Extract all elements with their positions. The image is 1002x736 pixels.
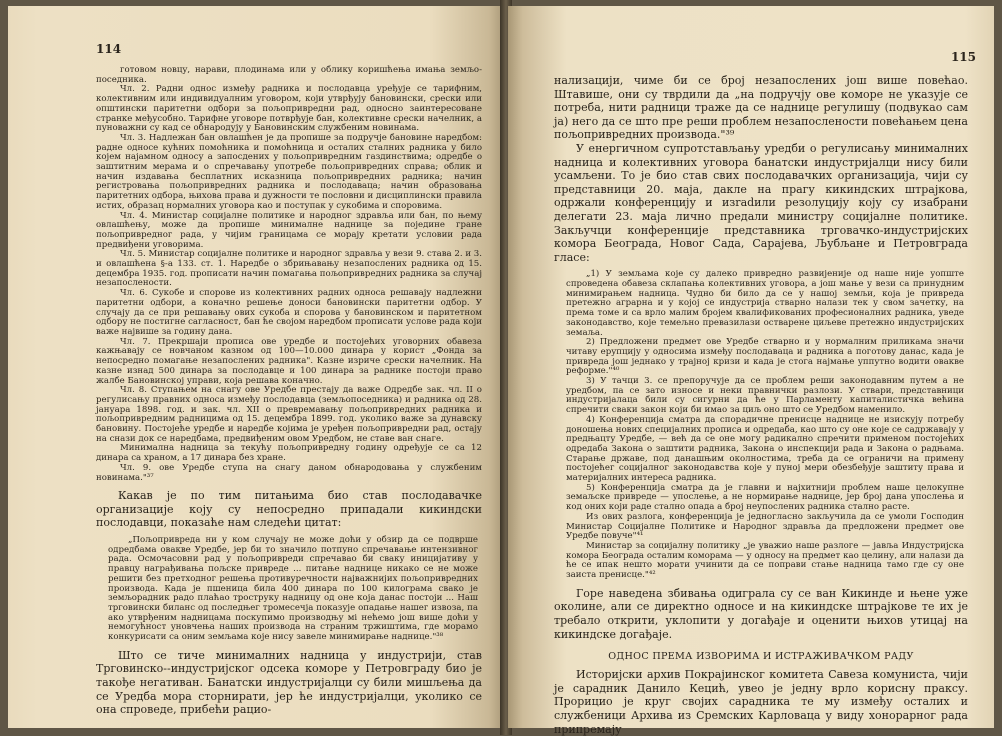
paragraph: Чл. 2. Радни однос између радника и послодавца уређује се тарифним, колективним или индивидуалним уговором, који утврђују бановински, срески или општински паритетни одбори за пољопривредни рад, односно заинтересоване странке међусобно. Тарифне уговоре потврђује бан, колективне срески начелник, а пуноважни су кад се обнародују у Бановинским службеним новинама. [96,84,482,134]
page-body-continued [554,668,968,736]
paragraph: 4) Конференција сматра да спорадичне пренисце наднице не изискују потребу доношења нових специјалних прописа и одредаба, као што су оне које се садржавају у предњацту Уредбе, — већ да се оне могу радикално спречити применом постојећих одредаба Закона о заштити радника, Закона о инспекцији рада и Закона о радњама. Старање државе, под данашњим околностима, треба да се ограничи на примену постојећег социјалног законодавства које у пуној мери обезбеђује заштиту права и материјалних интереса радника. [566,414,964,484]
paragraph: Што се тиче минималних надница у индустрији, став Трговинско--индустријског одсека коморе у Петровграду био је такође негативан. Банатски индустријалци су били мишљења да се Уредба мора сторнирати, јер ће индустријалци, уколико се она спроведе, прибећи рацио- [96,648,482,717]
page-body [96,66,482,717]
paragraph: Чл. 3. Надлежан бан овлашћен је да пропише за подручје бановине наредбом: радне односе кућних помоћника и помоћница и осталих сталних радника у било којем најамном односу а запосдених у пољопривредним газдинствима; одредбе о заштитним мерама и о спречавању употребе пољопривредних справа; облик и начин издавања бесплатних исказница пољопривредних радника; начин регистровања пољопривредних радника и послодаваца; начин образовања паритетних одбора, њихова права и дужности те пословни и дисциплински правила истих, образац нормалних уговора као и поступак у сукобима и споровима. [96,132,482,211]
paragraph: Горе наведена збивања одиграла су се ван Кикинде и њене уже околине, али се директно односе и на кикиндске штрајкове те их је требало открити, уклопити у догађаје и оценити њихов утицај на кикиндске догађаје. [554,586,968,641]
page-left [8,6,504,728]
paragraph: Чл. 8. Ступањем на снагу ове Уредбе престају да важе Одредбе зак. чл. II о регулисању правних односа између послодавца (земљопоседника) и радника од 28. јануара 1898. год. и зак. чл. XII о превремавању пољопривредних радника и пољопривредним радницима од 15. децембра 1899. год. уколико важе за дунавску бановину. Постојеће уредбе и наредбе којима је уређен пољопривредни рад, остају на снази док се наредбама, предвиђеним овом Уредбом, не ставе ван снаге. [96,385,482,444]
paragraph: Чл. 7. Прекршаји прописа ове уредбе и постојећих уговорних обавеза кажњавају се новчаном казном од 100—10.000 динара у корист „Фонда за непосредно помагање незапослених радника". Казне изриче срески начелник. На казне изнад 500 динара за послодавце и 100 динара за раднике постоји право жалбе Бановинској управи, која решава коначно. [96,336,482,386]
paragraph: „1) У земљама које су далеко привредно развијеније од наше није уопште спроведена обавеза склапања колективних уговора, а још мање у вези са принудним минимирањем надница. Чудно би било да се у нашој земљи, која је привреда претежно аграрна и у којој се индустрија стварно налази тек у свом зачетку, на према томе и са врло малим бројем квалификованих професионалних радника, уведе законодавство, које темељно превазилази остварене циљеве претежно индустријских земаља. [566,269,964,338]
paragraph: Историјски архив Покрајинског комитета Савеза комуниста, чији је сарадник Данило Кецић, увео је једну врло корисну праксу. Прорицио је круг својих сарадника те му између осталих и службеници Архива из Сремских Карловаца у виду хонорарног рада припремају [554,668,968,736]
paragraph: Чл. 4. Министар социјалне политике и народног здравља или бан, по њему овлашћењу, може да пропише минималне наднице за поједине гране пољопривредног рада, у чијим границама се морају кретати условии рада предвиђени уговорима. [96,210,482,250]
paragraph: Чл. 5. Министар социјалне политике и народног здравља у вези 9. става 2. и 3. и овлашћена §-а 133. ст. 1. Наредбе о збрињавању незапослених радника од 15. децембра 1935. год. прописати начин помагања пољопривредних радника за случај незапослености. [96,249,482,289]
page-right [508,6,994,736]
paragraph: „Пољопривреда ни у ком случају не може доћи у обзир да се подврше одредбама овакве Уредбе, јер би то значило потпуно спречавање интензивног рада. Осмочасовни рад у пољопривреди спречавао би сваку иницијативу у правцу награђивања пољске привреде ... питање наднице никако се не може решити без претходног решења противуречности најважнијих пољопривредних производа. Када је пшеница била 400 динара по 100 килограма свако је земљорадник радо плаћао троструку надницу од оне која данас постоји ... Наш трговински биланс од последњег тромесечја показује опадање нашег извоза, па ако утврђеним надницама поскупимо производњу мі нећемо још више доћи у немогућност уновчења наших производа на страним тржиштима, где морамо конкурисати са оним земљама које нису завеле минимирање наднице."³⁸ [108,535,478,643]
paragraph: 3) У тачци 3. се препоручује да се проблем реши законодавним путем а не уредбом, па се зато износе и неки правнички разлози. У ствари, представници индустријалаца били су сигурни да ће у Парламенту капиталистичка већина спречити сваки закон који би имао за циљ оно што се Уредбом наменило. [566,376,964,416]
paragraph: У енергичном супротстављању уредби о регулисању минималних надница и колективних уговора банатски индустријалци нису били усамљени. То је био став свих послодавачких организација, чији су представници 20. маја, дакле на прагу кикиндских штрајкова, одржали конференцију и изradили резолуцију коју су изабрани делегати 23. маја лично предали министру социјалне политике. Закључци конференције представника трговачко-индустријских комора Београда, Новог Сада, Сарајева, Љубљане и Петровграда гласе: [554,141,968,264]
paragraph: Чл. 6. Сукобе и спорове из колективних радних односа решавају надлежни паритетни одбори, а коначно решење доноси бановински паритетни одбор. У случају да се при решавању ових сукоба и спорова у бановинском и паритетном одбору не постигне сагласност, бан ће својом наредбом прописати услове рада који важе највише за годину дана. [96,288,482,337]
page-number: 114 [96,42,122,56]
paragraph: готовом новцу, нарави, плодинама или у облику коришћења имања земљо-поседника. [96,65,482,85]
page-body [554,74,968,641]
paragraph: нализацији, чиме би се број незапослених још више повећао. Штавише, они су тврдили да „на подручју ове коморе не указује се потреба, нити радници траже да се наднице регулишу (подвукао сам ја) него да се што пре реши проблем незапослености повећањем цена пољопривредних производа."³⁹ [554,74,968,142]
paragraph: 2) Предложени предмет ове Уредбе стварно и у нормалним приликама значи читаву ерупцију у односима између послодаваца и радника а поготову данас, када је привреда још једнако у трајној кризи и када је стога најмање уппутно водити овакве реформе."⁴⁰ [566,337,964,377]
paragraph: Чл. 9. ове Уредбе ступа на снагу даном обнародовања у службеним новинама."³⁷ [96,462,482,483]
paragraph: Минимална надница за текућу пољопривредну годину одређује се са 12 динара са храном, а 17 динара без хране. [96,443,482,464]
paragraph: 5) Конференција сматра да је главни и најхитнији проблем наше целокупне земаљске привреде — упослење, а не нормирање наднице, јер број дана упослења и код оних који раде стално опада а број неупослених радника стално расте. [566,482,964,513]
page-number: 115 [950,50,976,64]
section-heading: ОДНОС ПРЕМА ИЗВОРИМА И ИСТРАЖИВАЧКОМ РАДУ [608,651,914,663]
paragraph: Какав је по тим питањима био став послодавачке организације коју су непосредно припадали кикиндски послодавци, показаће нам следећи цитат: [96,489,482,530]
paragraph: Из ових разлога, конференција је једногласно закључила да се умоли Господин Министар Социјалне Политике и Народног здравља да предложени предмет ове Уредбе повуче"⁴¹ [566,511,964,542]
paragraph: Министар за социјалну политику „је уважио наше разлоге — јавља Индустријска комора Београда осталим коморама — у односу на предмет као целину, али налази да ће се ипак нешто морати учинити да се поправи стање надница тамо где су оне заиста пренисце."⁴² [566,541,964,581]
